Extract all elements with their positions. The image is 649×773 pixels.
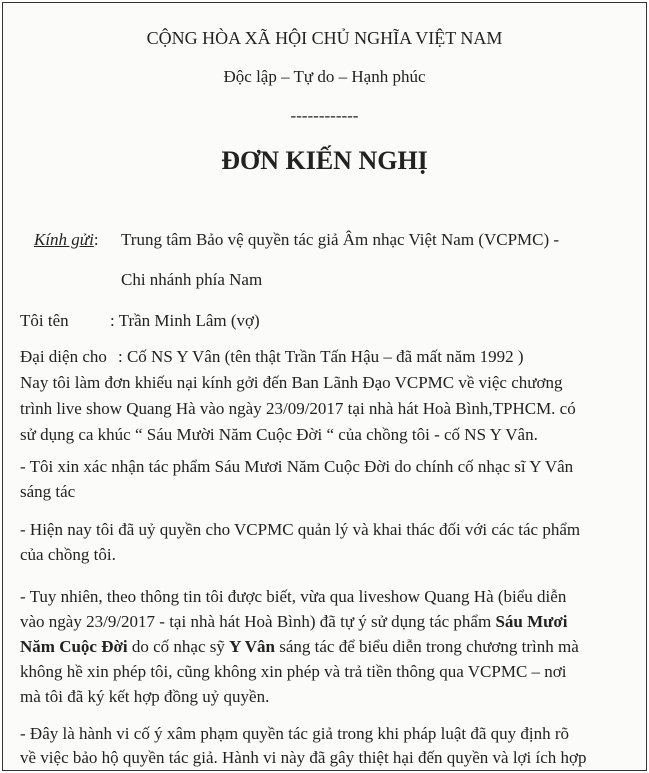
separator: ------------	[290, 106, 359, 125]
paragraph-line: - Đây là hành vi cố ý xâm phạm quyền tác giả trong khi pháp luật đã quy định rõ	[20, 724, 570, 743]
addressee-line-1: Trung tâm Bảo vệ quyền tác giả Âm nhạc Việt Nam (VCPMC) -	[121, 230, 560, 249]
paragraph-line: trình live show Quang Hà vào ngày 23/09/2017 tại nhà hát Hoà Bình,TPHCM. có	[20, 399, 576, 418]
paragraph-line: Nay tôi làm đơn khiếu nại kính gởi đến Ban Lãnh Đạo VCPMC về việc chương	[20, 373, 563, 392]
paragraph-line	[20, 637, 579, 657]
addressee-label	[34, 230, 99, 250]
paragraph-line: của chồng tôi.	[20, 545, 116, 564]
sender-value: : Trần Minh Lâm (vợ)	[110, 311, 260, 330]
addressee-line-2: Chi nhánh phía Nam	[121, 270, 263, 289]
nation-header: CỘNG HÒA XÃ HỘI CHỦ NGHĨA VIỆT NAM	[146, 28, 503, 48]
text: do cố nhạc sỹ	[127, 637, 230, 656]
paragraph-line: mà tôi đã ký kết hợp đồng uỷ quyền.	[20, 687, 270, 706]
song-title-bold: Năm Cuộc Đời	[20, 637, 128, 656]
sender-label: Tôi tên	[20, 311, 69, 330]
addressee-label-text: Kính gửi	[34, 230, 94, 249]
paragraph-line: - Tôi xin xác nhận tác phẩm Sáu Mươi Năm Cuộc Đời do chính cố nhạc sĩ Y Vân	[20, 457, 574, 476]
paragraph-line	[20, 612, 568, 632]
paragraph-line: sáng tác	[20, 482, 76, 501]
motto: Độc lập – Tự do – Hạnh phúc	[223, 67, 426, 86]
composer-bold: Y Vân	[229, 637, 275, 656]
paragraph-line: về việc bảo hộ quyền tác giả. Hành vi này đã gây thiệt hại đến quyền và lợi ích hợp	[20, 748, 587, 767]
addressee-colon: :	[93, 230, 99, 249]
paragraph-line: không hề xin phép tôi, cũng không xin phép và trả tiền thông qua VCPMC – nơi	[20, 662, 567, 681]
song-title-bold: Sáu Mươi	[495, 612, 568, 631]
paragraph-line: sử dụng ca khúc “ Sáu Mười Năm Cuộc Đời “ của chồng tôi - cố NS Y Vân.	[20, 425, 538, 444]
document-title: ĐƠN KIẾN NGHỊ	[221, 146, 428, 175]
text: vào ngày 23/9/2017 - tại nhà hát Hoà Bình) đã tự ý sử dụng tác phẩm	[20, 612, 496, 631]
paragraph-line: - Hiện nay tôi đã uỷ quyền cho VCPMC quản lý và khai thác đối với các tác phẩm	[20, 520, 581, 539]
text: sáng tác để biểu diễn trong chương trình mà	[274, 637, 579, 656]
representing-label: Đại diện cho	[20, 347, 107, 366]
representing-value: : Cố NS Y Vân (tên thật Trần Tấn Hậu – đã mất năm 1992 )	[118, 347, 524, 366]
paragraph-line: - Tuy nhiên, theo thông tin tôi được biết, vừa qua liveshow Quang Hà (biểu diễn	[20, 587, 567, 606]
